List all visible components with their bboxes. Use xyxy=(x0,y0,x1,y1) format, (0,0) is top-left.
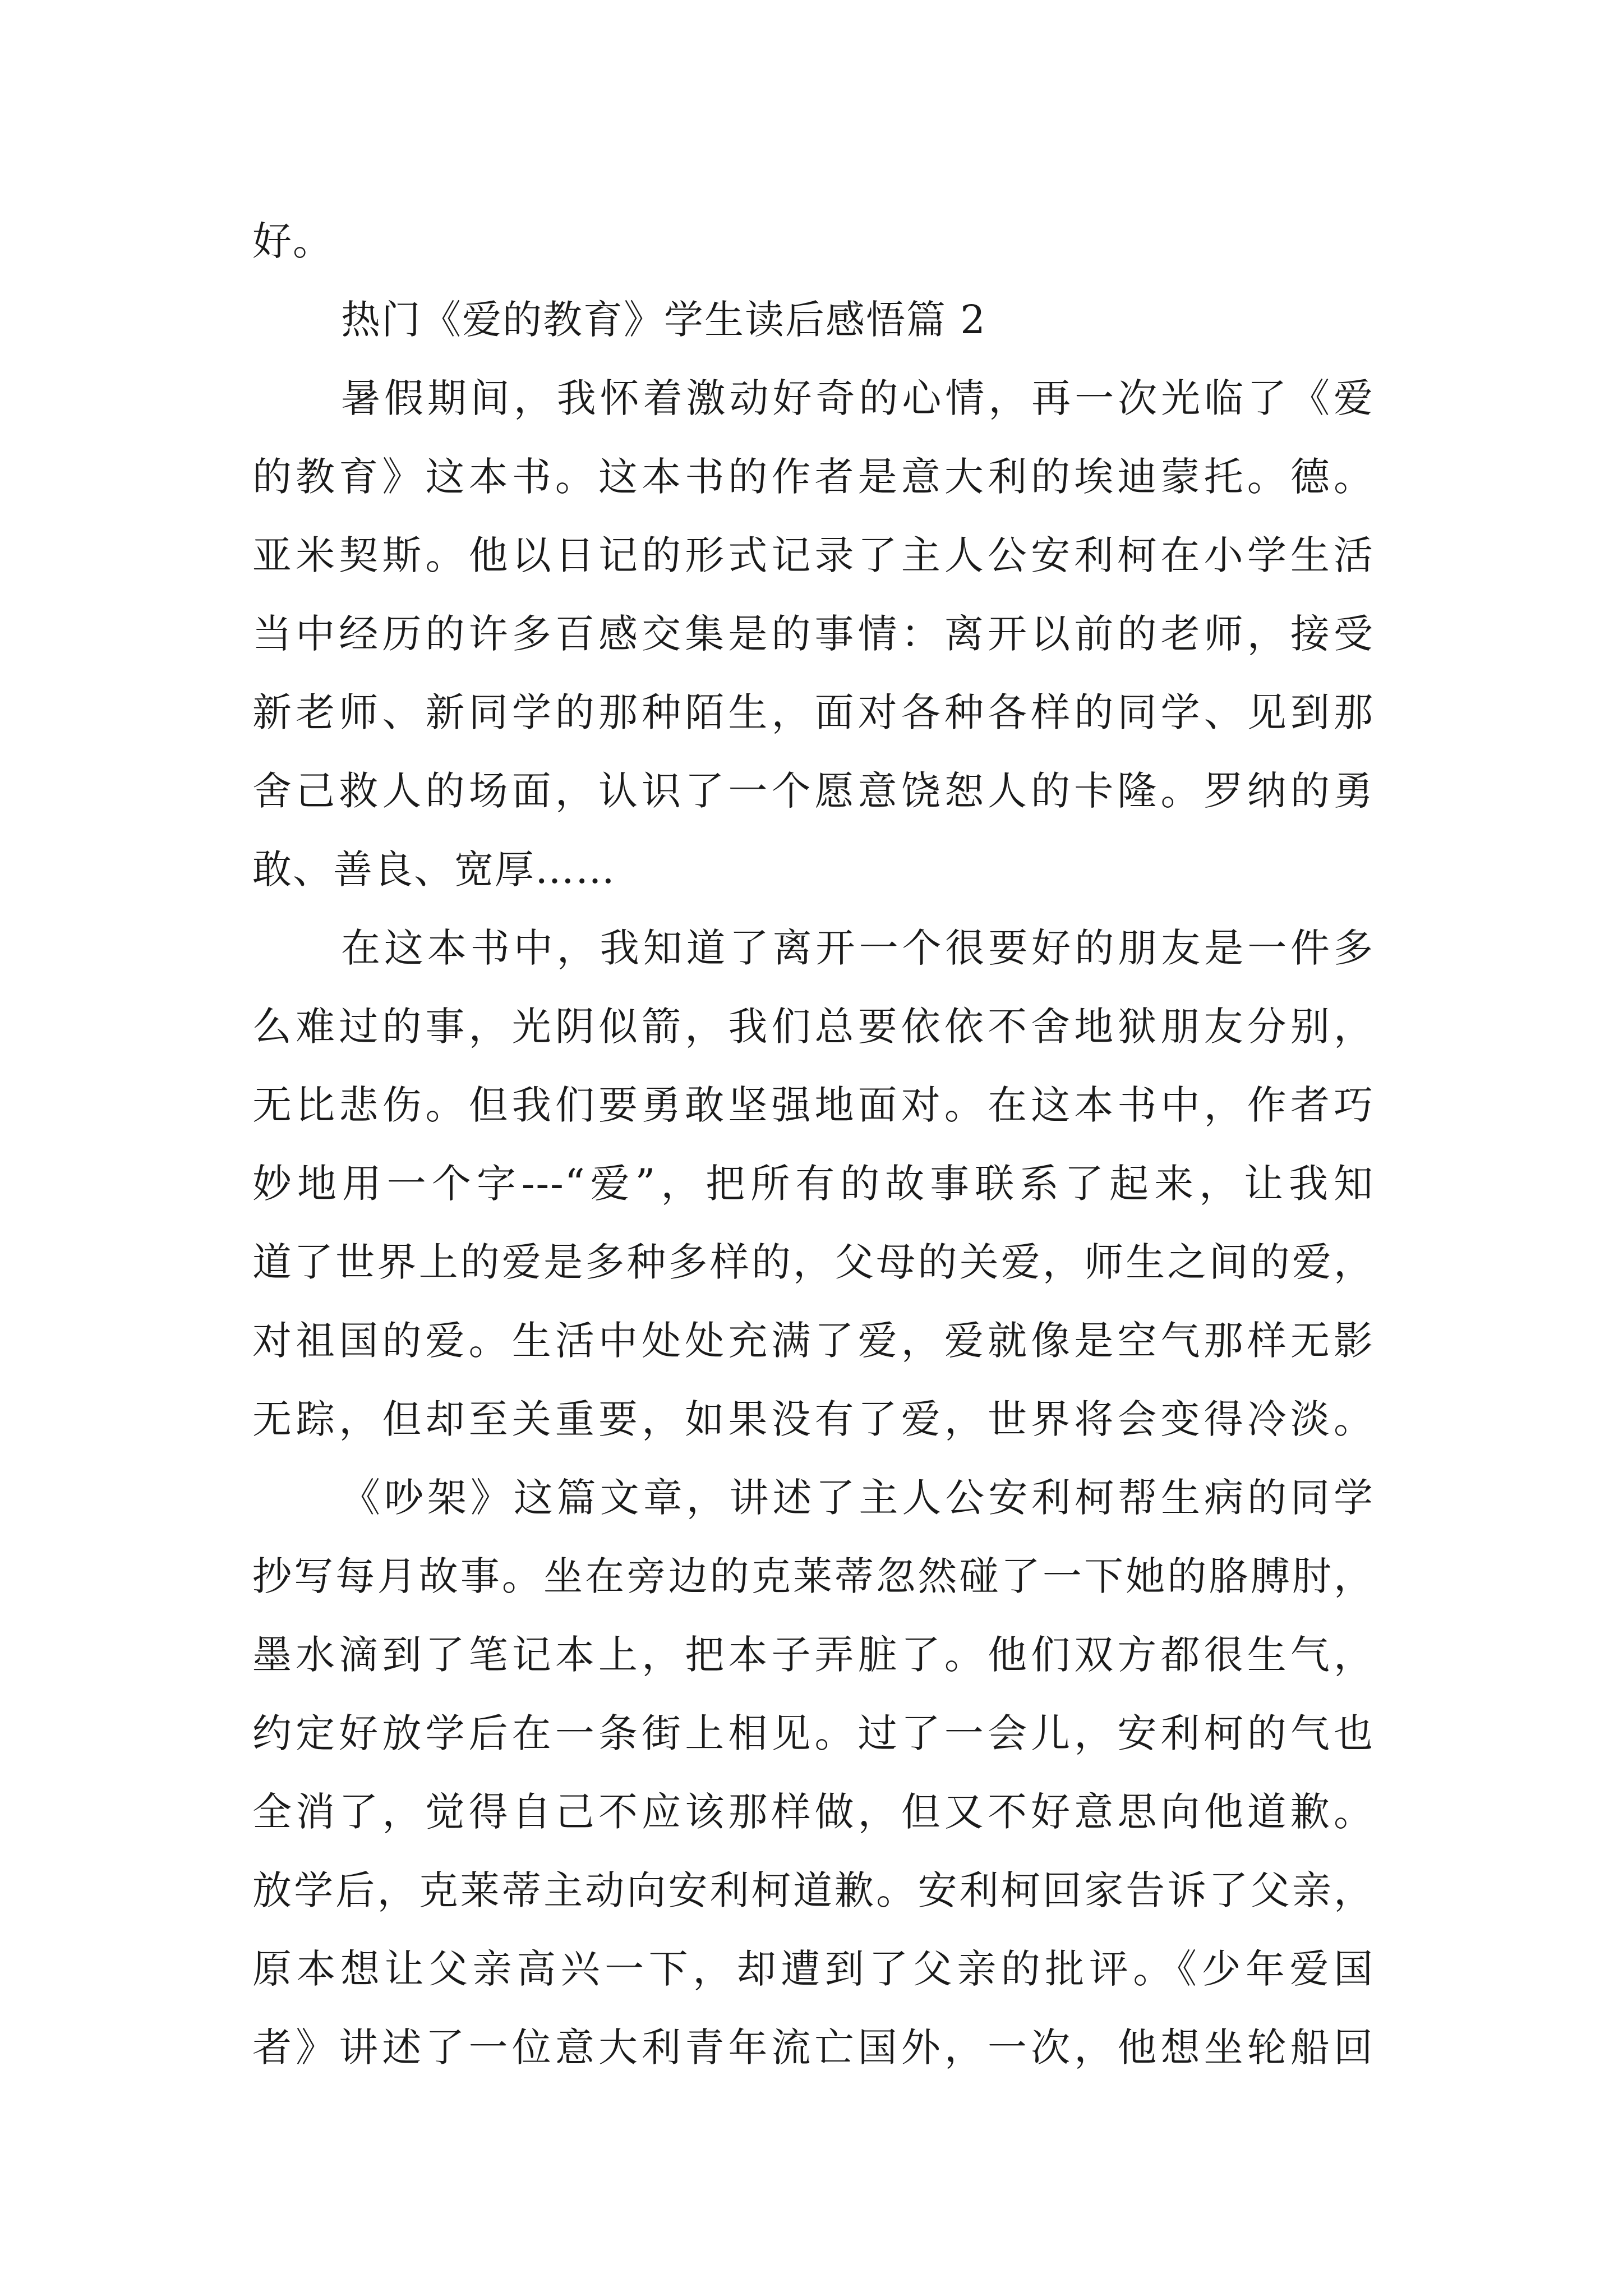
text-line: 无比悲伤。但我们要勇敢坚强地面对。在这本书中，作者巧 xyxy=(252,1082,1374,1128)
text-line: 舍己救人的场面，认识了一个愿意饶恕人的卡隆。罗纳的勇 xyxy=(252,768,1374,814)
text-line: 亚米契斯。他以日记的形式记录了主人公安利柯在小学生活 xyxy=(252,532,1374,578)
text-line: 放学后，克莱蒂主动向安利柯道歉。安利柯回家告诉了父亲， xyxy=(252,1867,1374,1913)
text-line: 墨水滴到了笔记本上，把本子弄脏了。他们双方都很生气， xyxy=(252,1632,1374,1678)
text-line: 当中经历的许多百感交集是的事情：离开以前的老师，接受 xyxy=(252,611,1374,657)
text-line: 妙地用一个字---“爱”，把所有的故事联系了起来，让我知 xyxy=(252,1161,1374,1207)
text-line: 约定好放学后在一条街上相见。过了一会儿，安利柯的气也 xyxy=(252,1710,1374,1756)
text-line: 在这本书中，我知道了离开一个很要好的朋友是一件多 xyxy=(341,925,1374,971)
text-line: 道了世界上的爱是多种多样的，父母的关爱，师生之间的爱， xyxy=(252,1239,1374,1285)
text-line: 《吵架》这篇文章，讲述了主人公安利柯帮生病的同学 xyxy=(341,1475,1374,1521)
text-line: 无踪，但却至关重要，如果没有了爱，世界将会变得冷淡。 xyxy=(252,1396,1374,1442)
section-heading: 热门《爱的教育》学生读后感悟篇 2 xyxy=(341,297,986,343)
text-line: 原本想让父亲高兴一下，却遭到了父亲的批评。《少年爱国 xyxy=(252,1946,1374,1992)
text-line: 好。 xyxy=(252,218,333,264)
text-line: 么难过的事，光阴似箭，我们总要依依不舍地狱朋友分别， xyxy=(252,1004,1374,1050)
text-line: 暑假期间，我怀着激动好奇的心情，再一次光临了《爱 xyxy=(341,375,1374,421)
text-line: 对祖国的爱。生活中处处充满了爱，爱就像是空气那样无影 xyxy=(252,1318,1374,1364)
text-line: 抄写每月故事。坐在旁边的克莱蒂忽然碰了一下她的胳膊肘， xyxy=(252,1553,1374,1599)
text-line: 者》讲述了一位意大利青年流亡国外，一次，他想坐轮船回 xyxy=(252,2024,1374,2070)
text-line: 敢、善良、宽厚…… xyxy=(252,846,616,892)
text-line: 的教育》这本书。这本书的作者是意大利的埃迪蒙托。德。 xyxy=(252,454,1374,500)
text-line: 新老师、新同学的那种陌生，面对各种各样的同学、见到那 xyxy=(252,689,1374,735)
text-line: 全消了，觉得自己不应该那样做，但又不好意思向他道歉。 xyxy=(252,1789,1374,1835)
